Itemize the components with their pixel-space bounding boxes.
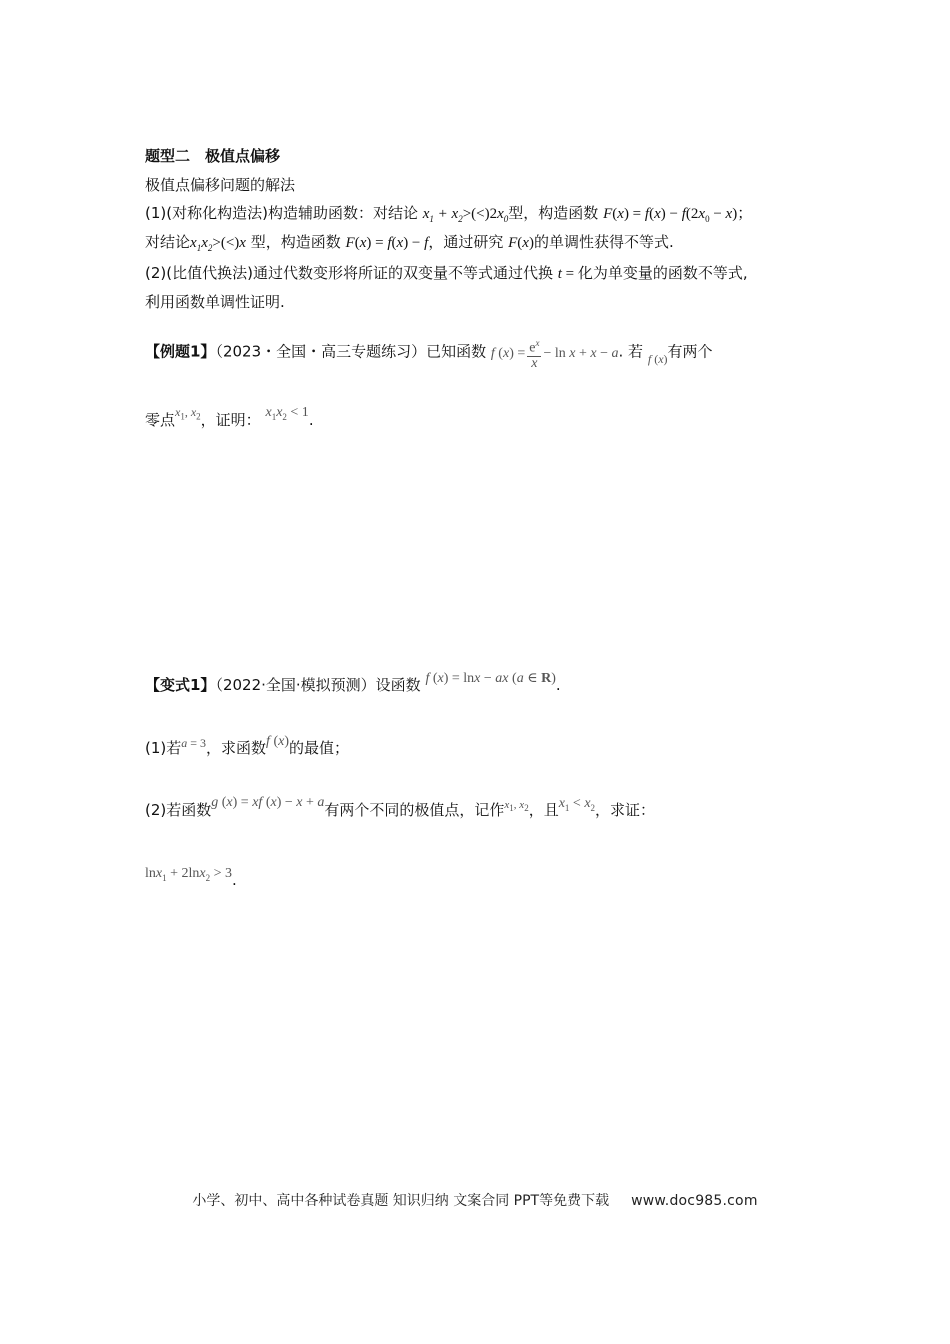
variant1-function: f (x) = lnx − ax (a ∈ R)	[425, 671, 556, 686]
math-F-prod: F	[345, 235, 355, 251]
footer-text: 小学、初中、高中各种试卷真题 知识归纳 文案合同 PPT等免费下载	[192, 1193, 610, 1209]
q2-desc: 有两个不同的极值点，记作	[324, 801, 505, 819]
q1-a-value: a = 3	[181, 736, 207, 750]
example1-function: f (x) = $\frac{e^x}{x}$ − ln x + x − a	[490, 338, 619, 371]
example1-label: 【例题1】	[145, 342, 216, 361]
example1-line2	[145, 405, 314, 436]
example1-tail: 有两个	[667, 342, 713, 361]
example1-after: . 若	[618, 342, 644, 361]
page-footer	[0, 1190, 950, 1210]
method1-text-f: 的单调性获得不等式.	[533, 233, 674, 251]
math-F-sym: F	[603, 206, 613, 222]
method1-text-b: 型，构造函数	[508, 204, 599, 222]
method1-text-c: 对结论	[145, 233, 191, 251]
variant1-source: （2022·全国·模拟预测）设函数	[215, 676, 421, 694]
method1-line1: (1)(对称化构造法)构造辅助函数：对结论 $x_1 + x_2>(<)2x_0$型，构造函数 $F(x) = f(x) - f(2x_0 - x)$；	[145, 204, 753, 224]
math-product-condition: $x_1x_2>(<)x$	[190, 235, 246, 253]
method1-text-d: 型，构造函数	[250, 233, 341, 251]
method1-line2: 对结论$x_1x_2>(<)x$ 型，构造函数 F(x) = f(x) − f，通过研究 F(x)的单调性获得不等式.	[145, 233, 674, 253]
q2-claim: lnx$_1$ + 2lnx$_2$ > 3	[145, 866, 233, 883]
method2-line1: (2)(比值代换法)通过代数变形将所证的双变量不等式通过代换 t = 化为单变量的函数不等式,	[145, 264, 748, 282]
q1-extreme: 的最值；	[289, 739, 350, 757]
q1-fx: f (x)	[266, 734, 289, 749]
example1-fx: f (x)	[647, 351, 668, 366]
example1-claim: $x_1x_2 < 1$	[265, 405, 309, 422]
method2-text-b: 化为单变量的函数不等式,	[577, 264, 748, 282]
q2-prove: ，求证：	[595, 801, 656, 819]
variant1-line1	[145, 671, 561, 697]
variant1-label: 【变式1】	[145, 676, 216, 694]
variant1-period: .	[555, 676, 561, 694]
math-t-sub: t	[557, 266, 562, 282]
q2-order: $x_1 < x_2$	[558, 796, 596, 813]
method2-text-a: (2)(比值代换法)通过代数变形将所证的双变量不等式通过代换	[145, 264, 553, 282]
example1-line1	[145, 336, 713, 371]
math-sum-condition: $x_1 + x_2>(<)2x_0$	[422, 206, 509, 224]
section-subtitle: 极值点偏移问题的解法	[145, 176, 296, 194]
q2-period: .	[232, 871, 237, 889]
method1-text-e: ，通过研究	[428, 233, 504, 251]
q2-points: x1, x2	[504, 799, 529, 814]
q2-if: (2)若函数	[145, 801, 212, 819]
example1-zeros: x1, x2	[175, 405, 201, 422]
variant1-q2	[145, 795, 656, 826]
variant1-q1	[145, 734, 350, 760]
q2-gx: g (x) = xf (x) − x + a	[211, 795, 325, 810]
variant1-claim-line	[145, 862, 237, 888]
q2-and: ，且	[528, 801, 559, 819]
example1-period: .	[308, 411, 314, 429]
q1-find: ，求函数	[206, 739, 267, 757]
footer-site-link[interactable]: www.doc985.com	[631, 1193, 758, 1209]
example1-zeros-label: 零点	[145, 411, 176, 429]
section-title: 题型二 极值点偏移	[145, 147, 281, 165]
q1-if: (1)若	[145, 739, 182, 757]
method1-text-a: (1)(对称化构造法)构造辅助函数：对结论	[145, 204, 418, 222]
method2-line2: 利用函数单调性证明.	[145, 293, 285, 311]
example1-source: （2023・全国・高三专题练习）已知函数	[215, 342, 487, 361]
example1-prove: ，证明：	[200, 411, 261, 429]
